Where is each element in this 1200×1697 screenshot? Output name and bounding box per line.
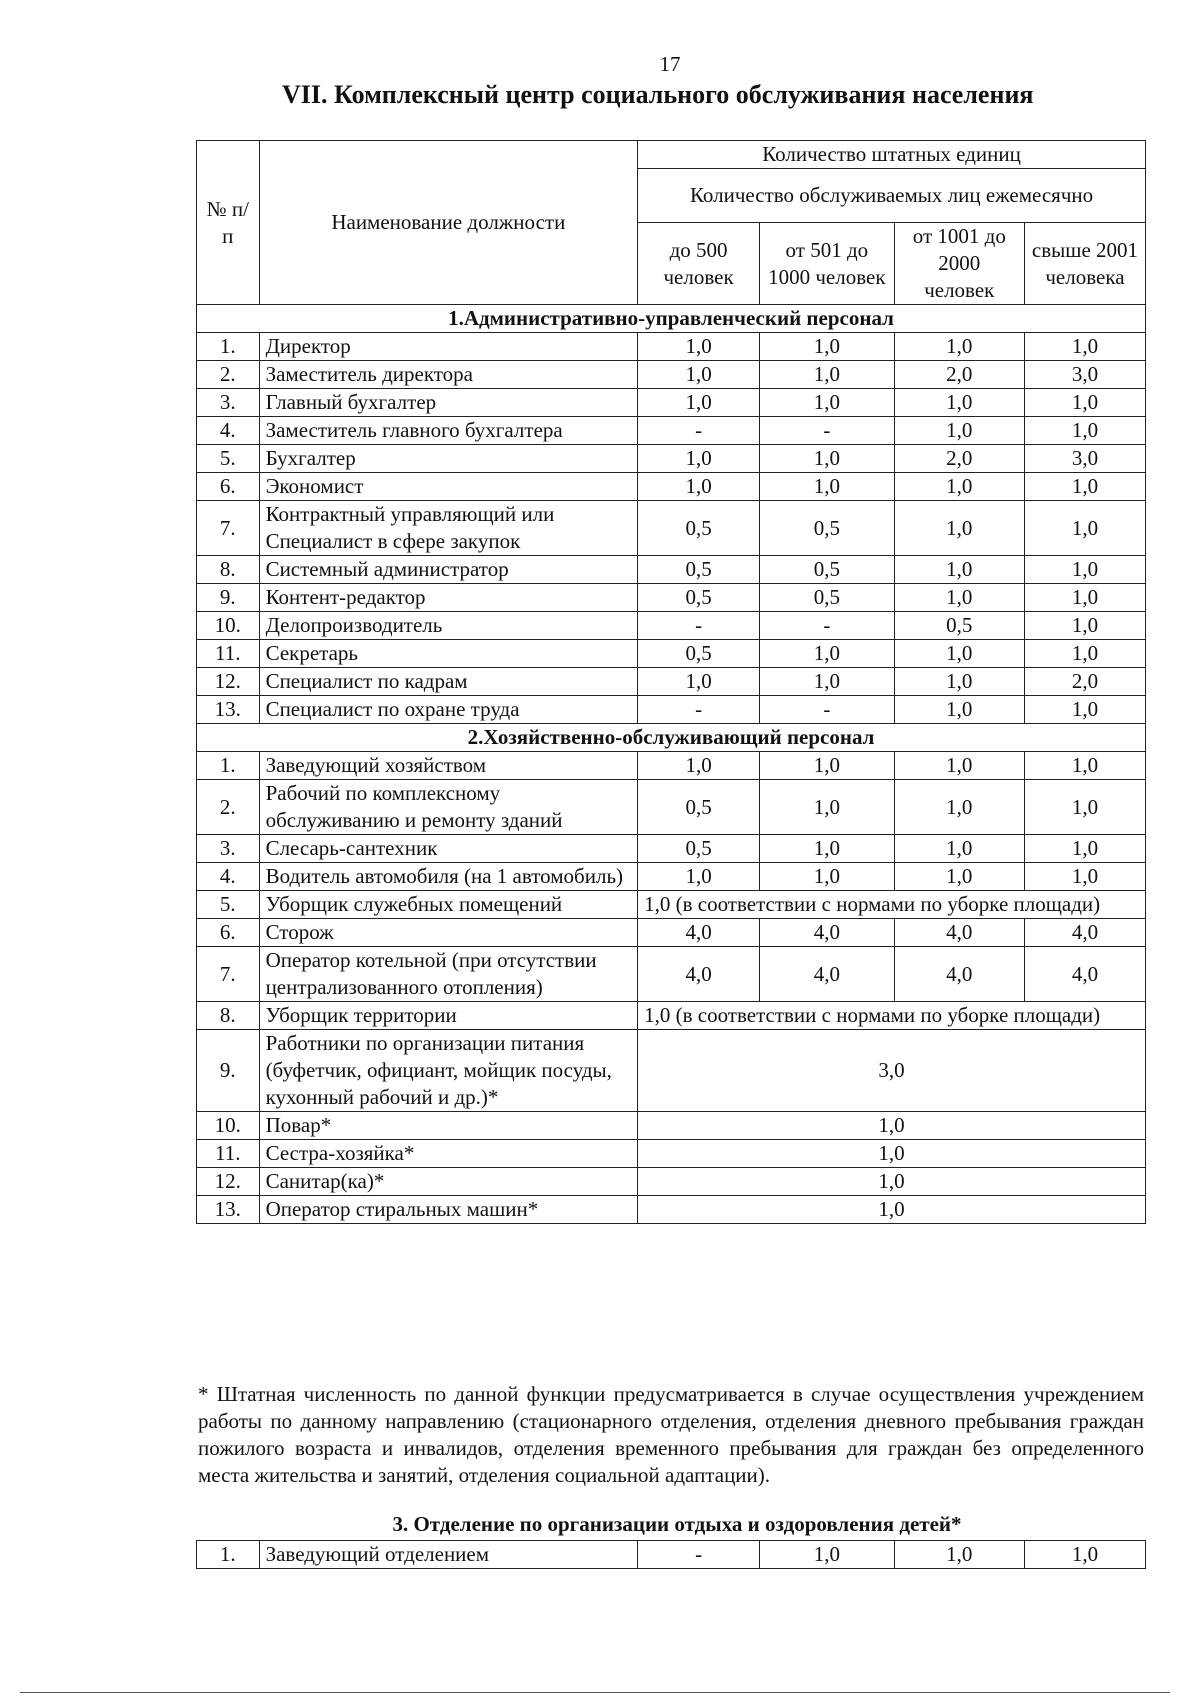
table-row (197, 1002, 1146, 1030)
value-cell: - (638, 612, 760, 640)
value-cell: 1,0 (638, 473, 760, 501)
row-number: 8. (197, 556, 260, 584)
row-number: 8. (197, 1002, 260, 1030)
row-number: 3. (197, 835, 260, 863)
row-number: 1. (197, 333, 260, 361)
position-name: Водитель автомобиля (на 1 автомобиль) (259, 863, 638, 891)
header-served-persons: Количество обслуживаемых лиц ежемесячно (638, 169, 1146, 223)
value-cell: 4,0 (638, 947, 760, 1002)
row-number: 4. (197, 863, 260, 891)
value-cell: 1,0 (894, 863, 1024, 891)
value-cell: 1,0 (1024, 863, 1145, 891)
table-row (197, 780, 1146, 835)
value-cell: 0,5 (638, 501, 760, 556)
page-number: 17 (659, 52, 681, 76)
table-row (197, 445, 1146, 473)
header-col-4: свыше 2001 человека (1024, 223, 1145, 305)
merged-value: 1,0 (в соответствии с нормами по уборке площади) (638, 1002, 1146, 1030)
table-row (197, 612, 1146, 640)
position-name: Главный бухгалтер (259, 389, 638, 417)
merged-value: 1,0 (638, 1168, 1146, 1196)
position-name: Повар* (259, 1112, 638, 1140)
section-3-table (196, 1540, 1146, 1569)
position-name: Слесарь-сантехник (259, 835, 638, 863)
value-cell: - (638, 417, 760, 445)
row-number: 9. (197, 584, 260, 612)
section-header-row (197, 305, 1146, 333)
value-cell: 1,0 (1024, 584, 1145, 612)
merged-value: 1,0 (в соответствии с нормами по уборке площади) (638, 891, 1146, 919)
value-cell: - (638, 696, 760, 724)
table-row (197, 891, 1146, 919)
value-cell: 4,0 (1024, 919, 1145, 947)
position-name: Заместитель директора (259, 361, 638, 389)
row-number: 1. (197, 1541, 260, 1569)
table-row (197, 668, 1146, 696)
table-row (197, 473, 1146, 501)
value-cell: 4,0 (638, 919, 760, 947)
position-name: Уборщик служебных помещений (259, 891, 638, 919)
value-cell: 1,0 (760, 640, 895, 668)
value-cell: 1,0 (638, 863, 760, 891)
table-row (197, 1196, 1146, 1224)
value-cell: 1,0 (760, 835, 895, 863)
value-cell: - (760, 612, 895, 640)
value-cell: 1,0 (1024, 501, 1145, 556)
value-cell: 1,0 (638, 361, 760, 389)
value-cell: 1,0 (894, 417, 1024, 445)
position-name: Уборщик территории (259, 1002, 638, 1030)
table-row (197, 947, 1146, 1002)
value-cell: 4,0 (894, 919, 1024, 947)
value-cell: 1,0 (760, 1541, 895, 1569)
value-cell: 2,0 (894, 361, 1024, 389)
table-row (197, 584, 1146, 612)
document-title: VII. Комплексный центр социального обслуживания населения (282, 80, 1034, 109)
value-cell: 1,0 (1024, 1541, 1145, 1569)
value-cell: 1,0 (1024, 780, 1145, 835)
value-cell: 0,5 (894, 612, 1024, 640)
value-cell: 1,0 (638, 333, 760, 361)
header-col-2: от 501 до 1000 человек (760, 223, 895, 305)
position-name: Рабочий по комплексному обслуживанию и ремонту зданий (259, 780, 638, 835)
header-num: № п/п (197, 141, 260, 305)
value-cell: 1,0 (760, 863, 895, 891)
value-cell: 1,0 (760, 445, 895, 473)
bottom-rule (20, 1692, 1170, 1693)
position-name: Оператор стиральных машин* (259, 1196, 638, 1224)
value-cell: 0,5 (760, 501, 895, 556)
position-name: Секретарь (259, 640, 638, 668)
position-name: Работники по организации питания (буфетчик, официант, мойщик посуды, кухонный рабочий и др.)* (259, 1030, 638, 1112)
table-row (197, 333, 1146, 361)
table-row (197, 1030, 1146, 1112)
row-number: 4. (197, 417, 260, 445)
section-3-table-body (197, 1541, 1146, 1569)
value-cell: 0,5 (638, 584, 760, 612)
table-row (197, 417, 1146, 445)
position-name: Санитар(ка)* (259, 1168, 638, 1196)
value-cell: 1,0 (894, 333, 1024, 361)
value-cell: 4,0 (760, 919, 895, 947)
table-row (197, 361, 1146, 389)
position-name: Делопроизводитель (259, 612, 638, 640)
value-cell: 1,0 (1024, 333, 1145, 361)
value-cell: 1,0 (894, 501, 1024, 556)
value-cell: 0,5 (638, 640, 760, 668)
row-number: 10. (197, 612, 260, 640)
table-row (197, 835, 1146, 863)
value-cell: 1,0 (894, 389, 1024, 417)
section-header-row (197, 724, 1146, 752)
value-cell: 4,0 (760, 947, 895, 1002)
value-cell: 1,0 (894, 696, 1024, 724)
value-cell: 0,5 (760, 556, 895, 584)
value-cell: 1,0 (1024, 556, 1145, 584)
row-number: 9. (197, 1030, 260, 1112)
table-row (197, 863, 1146, 891)
value-cell: 1,0 (894, 835, 1024, 863)
row-number: 2. (197, 780, 260, 835)
row-number: 12. (197, 668, 260, 696)
value-cell: 1,0 (638, 389, 760, 417)
value-cell: 0,5 (638, 556, 760, 584)
value-cell: 1,0 (1024, 473, 1145, 501)
value-cell: 1,0 (894, 780, 1024, 835)
value-cell: 1,0 (1024, 612, 1145, 640)
value-cell: 1,0 (760, 473, 895, 501)
row-number: 13. (197, 1196, 260, 1224)
footnote: * Штатная численность по данной функции предусматривается в случае осуществления учреждением работы по данному направлению (стационарного отделения, отделения дневного пребывания граждан пожилого возраста и инвалидов, отделения временного пребывания для граждан без определенного места жительства и занятий, отделения социальной адаптации). (198, 1382, 1144, 1487)
position-name: Оператор котельной (при отсутствии централизованного отопления) (259, 947, 638, 1002)
table-row (197, 1140, 1146, 1168)
value-cell: 1,0 (1024, 640, 1145, 668)
value-cell: 4,0 (1024, 947, 1145, 1002)
section-title: 2.Хозяйственно-обслуживающий персонал (197, 724, 1146, 752)
table-row (197, 1541, 1146, 1569)
header-staff-units: Количество штатных единиц (638, 141, 1146, 169)
value-cell: 1,0 (894, 556, 1024, 584)
table-row (197, 501, 1146, 556)
value-cell: 0,5 (760, 584, 895, 612)
value-cell: 1,0 (894, 668, 1024, 696)
row-number: 6. (197, 473, 260, 501)
table-row (197, 752, 1146, 780)
position-name: Контрактный управляющий или Специалист в сфере закупок (259, 501, 638, 556)
section-title: 1.Административно-управленческий персонал (197, 305, 1146, 333)
table-row (197, 1168, 1146, 1196)
row-number: 12. (197, 1168, 260, 1196)
section-3-title: 3. Отделение по организации отдыха и оздоровления детей* (392, 1512, 962, 1536)
row-number: 3. (197, 389, 260, 417)
value-cell: 2,0 (1024, 668, 1145, 696)
position-name: Бухгалтер (259, 445, 638, 473)
value-cell: 1,0 (638, 752, 760, 780)
row-number: 7. (197, 947, 260, 1002)
position-name: Специалист по кадрам (259, 668, 638, 696)
merged-value: 3,0 (638, 1030, 1146, 1112)
merged-value: 1,0 (638, 1140, 1146, 1168)
position-name: Заместитель главного бухгалтера (259, 417, 638, 445)
position-name: Директор (259, 333, 638, 361)
merged-value: 1,0 (638, 1112, 1146, 1140)
value-cell: 1,0 (894, 473, 1024, 501)
value-cell: 1,0 (638, 445, 760, 473)
position-name: Заведующий хозяйством (259, 752, 638, 780)
row-number: 1. (197, 752, 260, 780)
merged-value: 1,0 (638, 1196, 1146, 1224)
header-col-1: до 500 человек (638, 223, 760, 305)
staff-table (196, 140, 1146, 1224)
table-row (197, 640, 1146, 668)
row-number: 11. (197, 640, 260, 668)
staff-table-body (197, 305, 1146, 1224)
table-row (197, 389, 1146, 417)
value-cell: 1,0 (1024, 835, 1145, 863)
row-number: 10. (197, 1112, 260, 1140)
value-cell: 3,0 (1024, 361, 1145, 389)
row-number: 5. (197, 445, 260, 473)
value-cell: 2,0 (894, 445, 1024, 473)
position-name: Системный администратор (259, 556, 638, 584)
value-cell: 1,0 (760, 780, 895, 835)
row-number: 2. (197, 361, 260, 389)
header-col-3: от 1001 до 2000 человек (894, 223, 1024, 305)
row-number: 5. (197, 891, 260, 919)
value-cell: 1,0 (760, 389, 895, 417)
position-name: Сторож (259, 919, 638, 947)
value-cell: 1,0 (894, 584, 1024, 612)
position-name: Контент-редактор (259, 584, 638, 612)
value-cell: 0,5 (638, 780, 760, 835)
table-row (197, 556, 1146, 584)
row-number: 11. (197, 1140, 260, 1168)
table-row (197, 919, 1146, 947)
row-number: 6. (197, 919, 260, 947)
value-cell: 1,0 (894, 752, 1024, 780)
value-cell: 1,0 (638, 668, 760, 696)
row-number: 13. (197, 696, 260, 724)
value-cell: - (760, 696, 895, 724)
value-cell: 1,0 (1024, 752, 1145, 780)
position-name: Сестра-хозяйка* (259, 1140, 638, 1168)
value-cell: 0,5 (638, 835, 760, 863)
position-name: Специалист по охране труда (259, 696, 638, 724)
value-cell: 1,0 (1024, 696, 1145, 724)
value-cell: 1,0 (1024, 389, 1145, 417)
row-number: 7. (197, 501, 260, 556)
table-row (197, 696, 1146, 724)
value-cell: 1,0 (760, 752, 895, 780)
position-name: Экономист (259, 473, 638, 501)
table-row (197, 1112, 1146, 1140)
value-cell: 3,0 (1024, 445, 1145, 473)
value-cell: 4,0 (894, 947, 1024, 1002)
header-position-name: Наименование должности (259, 141, 638, 305)
value-cell: 1,0 (760, 361, 895, 389)
position-name: Заведующий отделением (259, 1541, 638, 1569)
value-cell: 1,0 (760, 333, 895, 361)
value-cell: 1,0 (760, 668, 895, 696)
value-cell: - (638, 1541, 760, 1569)
value-cell: 1,0 (894, 640, 1024, 668)
value-cell: 1,0 (1024, 417, 1145, 445)
value-cell: - (760, 417, 895, 445)
value-cell: 1,0 (894, 1541, 1024, 1569)
